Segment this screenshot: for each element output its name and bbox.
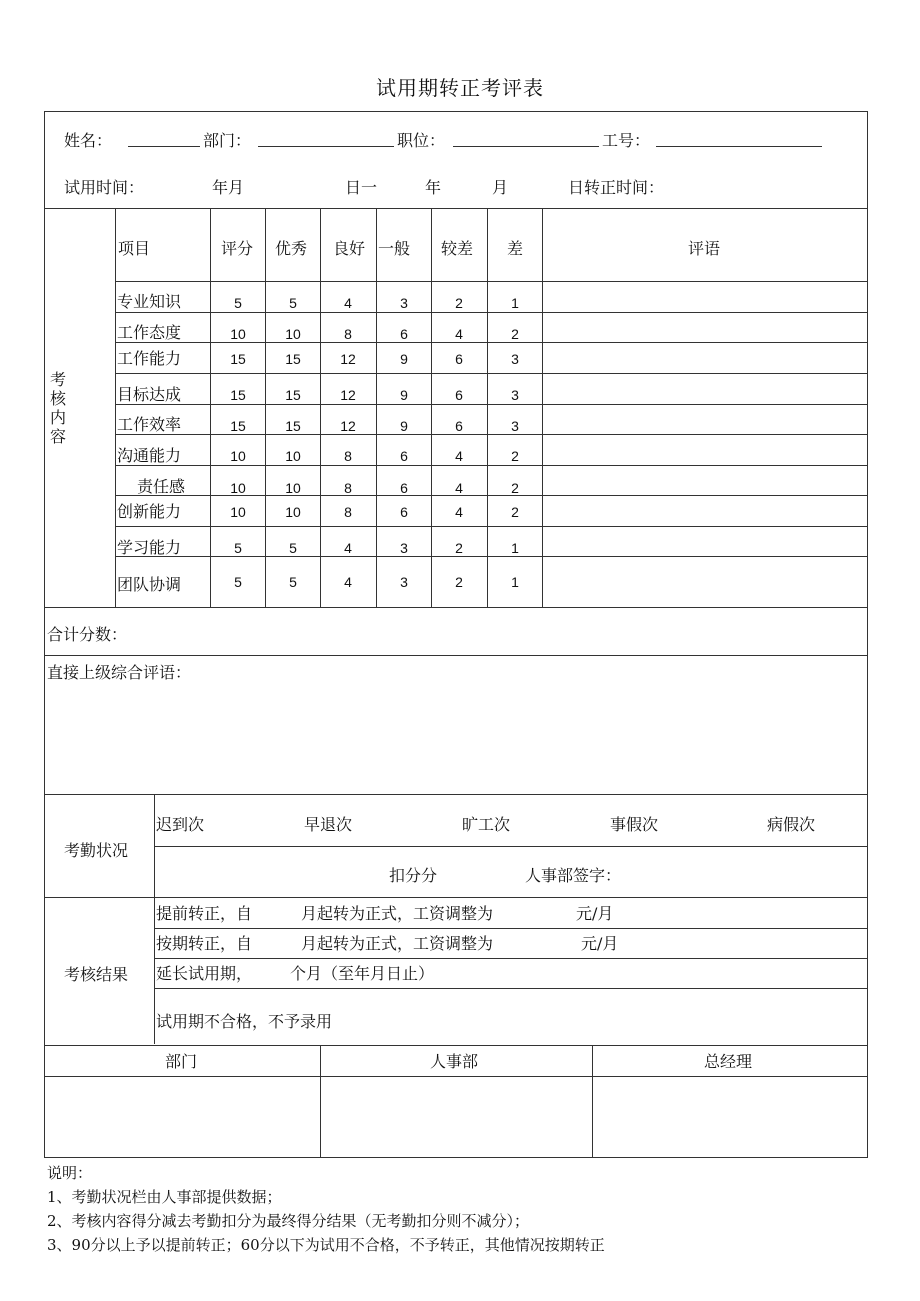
period-ym: 年月 bbox=[212, 178, 245, 197]
attendance-sick-leave: 病假次 bbox=[767, 815, 816, 834]
period-month: 月 bbox=[492, 178, 509, 197]
row-excellent: 15 bbox=[285, 418, 301, 434]
row-score: 5 bbox=[234, 574, 242, 590]
col-header-very-poor: 差 bbox=[507, 239, 524, 258]
row-score: 10 bbox=[230, 448, 246, 464]
row-item: 责任感 bbox=[137, 477, 186, 496]
row-excellent: 10 bbox=[285, 326, 301, 342]
divider bbox=[154, 928, 868, 929]
id-label: 工号： bbox=[602, 131, 651, 150]
row-item: 创新能力 bbox=[117, 502, 182, 521]
notes-item: 2、考核内容得分减去考勤扣分为最终得分结果（无考勤扣分则不减分）； bbox=[47, 1212, 530, 1230]
period-label: 试用时间： bbox=[64, 178, 145, 197]
row-poor: 6 bbox=[455, 387, 463, 403]
result-early-convert: 提前转正，自 bbox=[156, 904, 253, 923]
row-good: 4 bbox=[344, 295, 352, 311]
dept-label: 部门： bbox=[203, 131, 252, 150]
row-line bbox=[115, 465, 868, 466]
row-very-poor: 3 bbox=[511, 351, 519, 367]
notes-item: 1、考勤状况栏由人事部提供数据； bbox=[47, 1188, 282, 1206]
col-header-comment: 评语 bbox=[688, 239, 721, 258]
row-good: 12 bbox=[340, 418, 356, 434]
col-header-poor: 较差 bbox=[441, 239, 474, 258]
row-good: 8 bbox=[344, 326, 352, 342]
attendance-late: 迟到次 bbox=[156, 815, 205, 834]
supervisor-label: 直接上级综合评语： bbox=[47, 663, 192, 682]
row-average: 3 bbox=[400, 574, 408, 590]
col-header-excellent: 优秀 bbox=[275, 239, 308, 258]
row-very-poor: 2 bbox=[511, 448, 519, 464]
eval-section-char: 内 bbox=[50, 408, 67, 427]
row-item: 专业知识 bbox=[117, 292, 182, 311]
row-average: 6 bbox=[400, 448, 408, 464]
row-score: 15 bbox=[230, 418, 246, 434]
row-good: 8 bbox=[344, 504, 352, 520]
period-convert: 日转正时间： bbox=[568, 178, 665, 197]
eval-section-char: 考 bbox=[50, 370, 67, 389]
period-day-to: 日一 bbox=[345, 178, 378, 197]
row-score: 10 bbox=[230, 480, 246, 496]
result-label: 考核结果 bbox=[64, 965, 129, 984]
grid-line bbox=[115, 208, 116, 607]
row-line bbox=[115, 404, 868, 405]
result-normal-convert-mid: 月起转为正式，工资调整为 bbox=[301, 934, 494, 953]
row-very-poor: 2 bbox=[511, 326, 519, 342]
grid-line bbox=[592, 1045, 593, 1157]
name-label: 姓名： bbox=[64, 131, 113, 150]
grid-line bbox=[210, 208, 211, 607]
row-excellent: 5 bbox=[289, 540, 297, 556]
row-poor: 4 bbox=[455, 326, 463, 342]
row-good: 12 bbox=[340, 351, 356, 367]
divider bbox=[154, 846, 868, 847]
divider bbox=[44, 897, 868, 898]
row-line bbox=[115, 281, 868, 282]
row-line bbox=[115, 312, 868, 313]
row-score: 10 bbox=[230, 504, 246, 520]
row-line bbox=[115, 373, 868, 374]
row-poor: 6 bbox=[455, 351, 463, 367]
row-excellent: 15 bbox=[285, 351, 301, 367]
row-excellent: 15 bbox=[285, 387, 301, 403]
grid-line bbox=[154, 794, 155, 1044]
divider bbox=[44, 208, 868, 209]
result-early-convert-unit: 元/月 bbox=[576, 904, 614, 923]
row-line bbox=[115, 526, 868, 527]
row-excellent: 10 bbox=[285, 448, 301, 464]
row-poor: 2 bbox=[455, 295, 463, 311]
row-poor: 4 bbox=[455, 504, 463, 520]
id-field[interactable] bbox=[656, 146, 822, 147]
divider bbox=[44, 607, 868, 608]
row-line bbox=[115, 434, 868, 435]
row-average: 3 bbox=[400, 540, 408, 556]
row-item: 沟通能力 bbox=[117, 446, 182, 465]
row-item: 学习能力 bbox=[117, 538, 182, 557]
row-very-poor: 1 bbox=[511, 295, 519, 311]
row-good: 4 bbox=[344, 574, 352, 590]
row-score: 10 bbox=[230, 326, 246, 342]
name-field[interactable] bbox=[128, 146, 200, 147]
sign-hr: 人事部 bbox=[430, 1052, 479, 1071]
frame-left bbox=[44, 111, 45, 1157]
attendance-early: 早退次 bbox=[304, 815, 353, 834]
row-average: 9 bbox=[400, 387, 408, 403]
row-item: 目标达成 bbox=[117, 385, 182, 404]
row-item: 工作效率 bbox=[117, 415, 182, 434]
col-header-item: 项目 bbox=[118, 239, 151, 258]
eval-section-char: 容 bbox=[50, 427, 67, 446]
dept-field[interactable] bbox=[258, 146, 394, 147]
result-fail: 试用期不合格，不予录用 bbox=[156, 1012, 333, 1031]
row-very-poor: 3 bbox=[511, 387, 519, 403]
col-header-good: 良好 bbox=[333, 239, 366, 258]
row-average: 6 bbox=[400, 326, 408, 342]
divider bbox=[44, 1045, 868, 1046]
divider bbox=[44, 655, 868, 656]
row-very-poor: 1 bbox=[511, 540, 519, 556]
row-average: 6 bbox=[400, 480, 408, 496]
divider bbox=[44, 794, 868, 795]
eval-section-char: 核 bbox=[50, 389, 67, 408]
row-good: 8 bbox=[344, 480, 352, 496]
page-title: 试用期转正考评表 bbox=[376, 76, 544, 100]
row-good: 12 bbox=[340, 387, 356, 403]
row-item: 工作态度 bbox=[117, 323, 182, 342]
row-item: 工作能力 bbox=[117, 349, 182, 368]
row-score: 5 bbox=[234, 295, 242, 311]
grid-line bbox=[320, 1045, 321, 1157]
divider bbox=[154, 988, 868, 989]
row-average: 9 bbox=[400, 418, 408, 434]
row-average: 6 bbox=[400, 504, 408, 520]
row-very-poor: 2 bbox=[511, 504, 519, 520]
row-poor: 4 bbox=[455, 448, 463, 464]
row-good: 4 bbox=[344, 540, 352, 556]
row-very-poor: 2 bbox=[511, 480, 519, 496]
grid-line bbox=[542, 208, 543, 607]
row-poor: 2 bbox=[455, 540, 463, 556]
row-very-poor: 3 bbox=[511, 418, 519, 434]
frame-bottom bbox=[44, 1157, 868, 1158]
frame-right bbox=[867, 111, 868, 1157]
notes-heading: 说明： bbox=[47, 1164, 93, 1182]
position-field[interactable] bbox=[453, 146, 599, 147]
row-excellent: 10 bbox=[285, 504, 301, 520]
attendance-label: 考勤状况 bbox=[64, 841, 129, 860]
row-poor: 4 bbox=[455, 480, 463, 496]
attendance-hr-sign: 人事部签字： bbox=[525, 866, 622, 885]
row-good: 8 bbox=[344, 448, 352, 464]
total-label: 合计分数： bbox=[47, 625, 128, 644]
row-item: 团队协调 bbox=[117, 575, 182, 594]
sign-gm: 总经理 bbox=[704, 1052, 753, 1071]
attendance-deduction: 扣分分 bbox=[389, 866, 438, 885]
eval-section-label bbox=[50, 370, 66, 446]
row-score: 15 bbox=[230, 387, 246, 403]
row-average: 3 bbox=[400, 295, 408, 311]
result-normal-convert-unit: 元/月 bbox=[581, 934, 619, 953]
row-average: 9 bbox=[400, 351, 408, 367]
attendance-absent: 旷工次 bbox=[462, 815, 511, 834]
row-line bbox=[115, 556, 868, 557]
notes-item: 3、90分以上予以提前转正；60分以下为试用不合格，不予转正，其他情况按期转正 bbox=[47, 1236, 605, 1254]
result-extend: 延长试用期， bbox=[156, 964, 253, 983]
col-header-score: 评分 bbox=[221, 239, 254, 258]
col-header-average: 一般 bbox=[378, 239, 411, 258]
row-poor: 6 bbox=[455, 418, 463, 434]
row-score: 15 bbox=[230, 351, 246, 367]
period-year: 年 bbox=[425, 178, 442, 197]
row-poor: 2 bbox=[455, 574, 463, 590]
divider bbox=[154, 958, 868, 959]
row-score: 5 bbox=[234, 540, 242, 556]
row-line bbox=[115, 342, 868, 343]
row-excellent: 10 bbox=[285, 480, 301, 496]
result-normal-convert: 按期转正，自 bbox=[156, 934, 253, 953]
frame-top bbox=[44, 111, 868, 112]
sign-dept: 部门 bbox=[165, 1052, 198, 1071]
position-label: 职位： bbox=[397, 131, 446, 150]
row-excellent: 5 bbox=[289, 295, 297, 311]
attendance-personal-leave: 事假次 bbox=[610, 815, 659, 834]
divider bbox=[44, 1076, 868, 1077]
row-excellent: 5 bbox=[289, 574, 297, 590]
result-extend-detail: 个月（至年月日止） bbox=[290, 964, 435, 983]
result-early-convert-mid: 月起转为正式，工资调整为 bbox=[301, 904, 494, 923]
row-very-poor: 1 bbox=[511, 574, 519, 590]
